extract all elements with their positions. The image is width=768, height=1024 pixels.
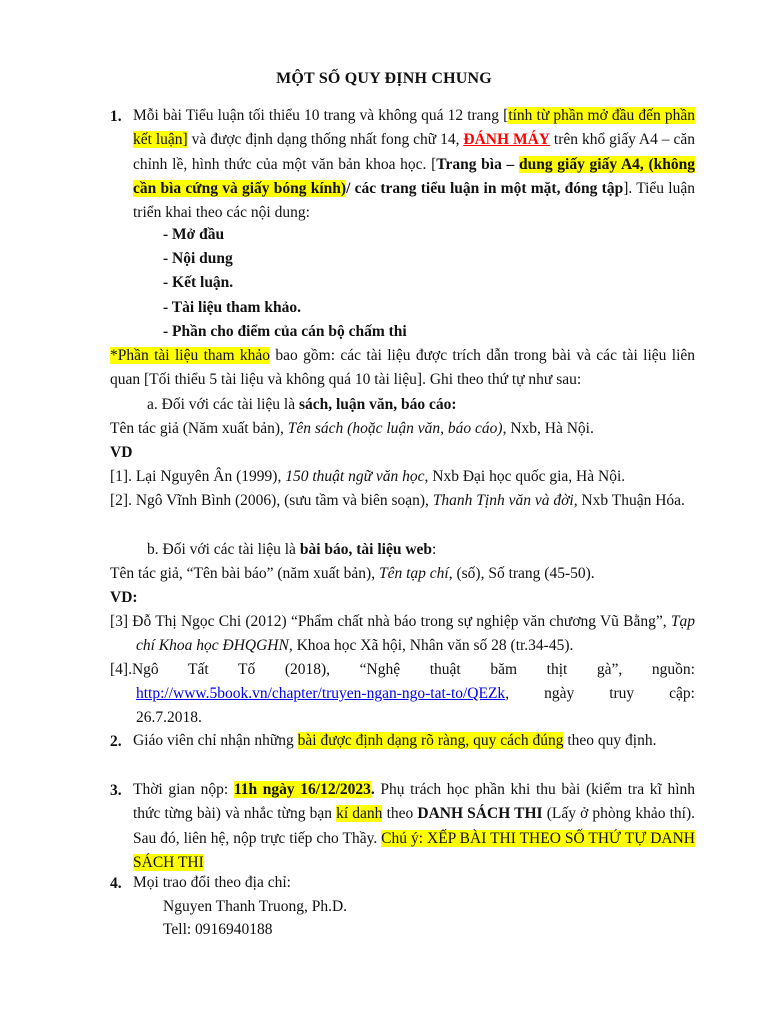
page-title: MỘT SỐ QUY ĐỊNH CHUNG — [276, 70, 492, 87]
s3-text-1: Thời gian nộp: — [133, 781, 234, 798]
s1-text-4: ]. Tiểu luận triển khai theo các nội dung: — [133, 179, 695, 222]
example-ref-2-b: Thanh Tịnh văn và đời, — [432, 492, 578, 509]
refs-format-a-3: , Nxb, Hà Nội. — [502, 420, 594, 437]
refs-format-a — [110, 417, 594, 441]
s3-exam-list: DANH SÁCH THI — [417, 805, 543, 823]
refs-type-b-pre: b. Đối với các tài liệu là — [147, 541, 300, 558]
contact-name: Nguyen Thanh Truong, Ph.D. — [163, 898, 348, 915]
refs-type-a — [147, 393, 457, 417]
section-4-number: 4. — [110, 875, 122, 892]
example-ref-4-date: 26.7.2018. — [136, 709, 202, 726]
example-ref-1-c: , Nxb Đại học quốc gia, Hà Nội. — [424, 468, 626, 485]
s3-highlight-sign: kí danh — [336, 805, 383, 823]
s3-bold-dot: . — [370, 781, 375, 798]
example-ref-1-b: 150 thuật ngữ văn học — [285, 468, 425, 485]
s1-highlight-bold: dung giấy giấy A4, (không cần bìa cứng và giấy bóng kính) — [133, 155, 695, 197]
example-ref-3-a: [3] Đỗ Thị Ngọc Chi (2012) “Phẩm chất nhà báo trong sự nghiệp văn chương Vũ Bằng”, — [110, 613, 671, 630]
refs-type-b-colon: : — [432, 541, 437, 558]
section-1-number: 1. — [110, 108, 122, 125]
section-2-number: 2. — [110, 733, 122, 750]
example-ref-4-after: , ngày truy cập: — [505, 685, 695, 702]
references-intro — [110, 344, 695, 393]
outline-item-references: - Tài liệu tham khảo. — [163, 299, 301, 316]
refs-type-a-pre: a. Đối với các tài liệu là — [147, 396, 299, 413]
s1-text-1: Mỗi bài Tiểu luận tối thiểu 10 trang và không quá 12 trang [ — [133, 107, 509, 124]
refs-format-b-1: Tên tác giả, “Tên bài báo” (năm xuất bản), — [110, 565, 379, 582]
refs-format-b-3: , (số), Số trang (45-50). — [448, 565, 595, 582]
s1-text-3: trên khổ giấy A4 – căn chỉnh lề, hình thức của một văn bản khoa học. [ — [133, 131, 695, 173]
example-ref-4: [4].Ngô Tất Tố (2018), “Nghệ thuật băm thịt gà”, nguồn: — [110, 661, 695, 678]
refs-type-a-bold: sách, luận văn, báo cáo: — [298, 396, 457, 413]
refs-format-a-1: Tên tác giả (Năm xuất bản), — [110, 420, 288, 437]
s3-note-highlight: Chú ý: XẾP BÀI THI THEO SỐ THỨ TỰ DANH SÁCH THI — [133, 829, 695, 871]
example-ref-2-a: [2]. Ngô Vĩnh Bình (2006), (sưu tầm và biên soạn), — [110, 492, 433, 509]
section-2-paragraph — [133, 729, 695, 753]
outline-item-body: - Nội dung — [163, 250, 233, 267]
refs-type-b — [147, 538, 436, 562]
example-ref-4-link-line — [136, 682, 695, 706]
outline-item-intro: - Mở đầu — [163, 226, 225, 243]
example-label-2: VD: — [110, 589, 138, 606]
example-label-1: VD — [110, 444, 133, 461]
example-ref-2-c: Nxb Thuận Hóa. — [577, 492, 685, 509]
s3-text-3: theo — [382, 805, 418, 823]
refs-format-a-2: Tên sách (hoặc luận văn, báo cáo) — [287, 420, 503, 437]
s1-text-2: và được định dạng thống nhất fong chữ 14, — [187, 131, 464, 149]
example-ref-2 — [110, 489, 695, 513]
section-3-number: 3. — [110, 782, 122, 799]
s2-text-1: Giáo viên chỉ nhận những — [133, 732, 298, 749]
section-3-paragraph — [133, 778, 695, 875]
s1-bold-2: / các trang tiểu luận in một mặt, đóng tập — [346, 179, 624, 197]
refs-format-b — [110, 562, 595, 586]
example-ref-1 — [110, 465, 625, 489]
outline-item-conclusion: - Kết luận. — [163, 274, 234, 291]
example-ref-3-b: Tạp chí Khoa học ĐHQGHN — [136, 613, 695, 655]
s2-text-2: theo quy định. — [563, 732, 657, 749]
example-ref-1-a: [1]. Lại Nguyên Ân (1999), — [110, 468, 286, 485]
section-4-text: Mọi trao đổi theo địa chỉ: — [133, 874, 291, 891]
example-ref-3 — [110, 610, 695, 659]
s1-highlight-1: tính từ phần mở đầu đến phần kết luận] — [133, 107, 696, 149]
section-1-paragraph — [133, 104, 695, 225]
s3-text-4: (Lấy ở phòng khảo thí). Sau đó, liên hệ, nộp trực tiếp cho Thầy. — [133, 805, 695, 847]
refs-format-b-2: Tên tạp chí — [378, 565, 449, 582]
refs-type-b-bold: bài báo, tài liệu web — [299, 541, 433, 558]
example-ref-3-c: , Khoa học Xã hội, Nhân văn số 28 (tr.34-45). — [288, 637, 574, 655]
s2-highlight: bài được định dạng rõ ràng, quy cách đúng — [297, 732, 564, 749]
references-intro-highlight: *Phần tài liệu tham khảo — [110, 347, 271, 364]
outline-item-grading: - Phần cho điểm của cán bộ chấm thi — [163, 323, 407, 340]
contact-phone: Tell: 0916940188 — [163, 921, 273, 938]
s1-red-typed: ĐÁNH MÁY — [463, 131, 550, 149]
references-intro-text: bao gồm: các tài liệu được trích dẫn trong bài và các tài liệu liên quan [Tối thiểu 5 tài liệu và không quá 10 tài liệu]. Ghi theo thứ tự như sau: — [110, 347, 696, 389]
s3-text-2: Phụ trách học phần khi thu bài (kiểm tra kĩ hình thức từng bài) và nhắc từng bạn — [133, 781, 695, 823]
s1-bold-1: Trang bìa – — [436, 155, 515, 173]
reference-link[interactable]: http://www.5book.vn/chapter/truyen-ngan-ngo-tat-to/QEZk — [136, 685, 506, 702]
s3-deadline: 11h ngày 16/12/2023 — [233, 781, 371, 798]
